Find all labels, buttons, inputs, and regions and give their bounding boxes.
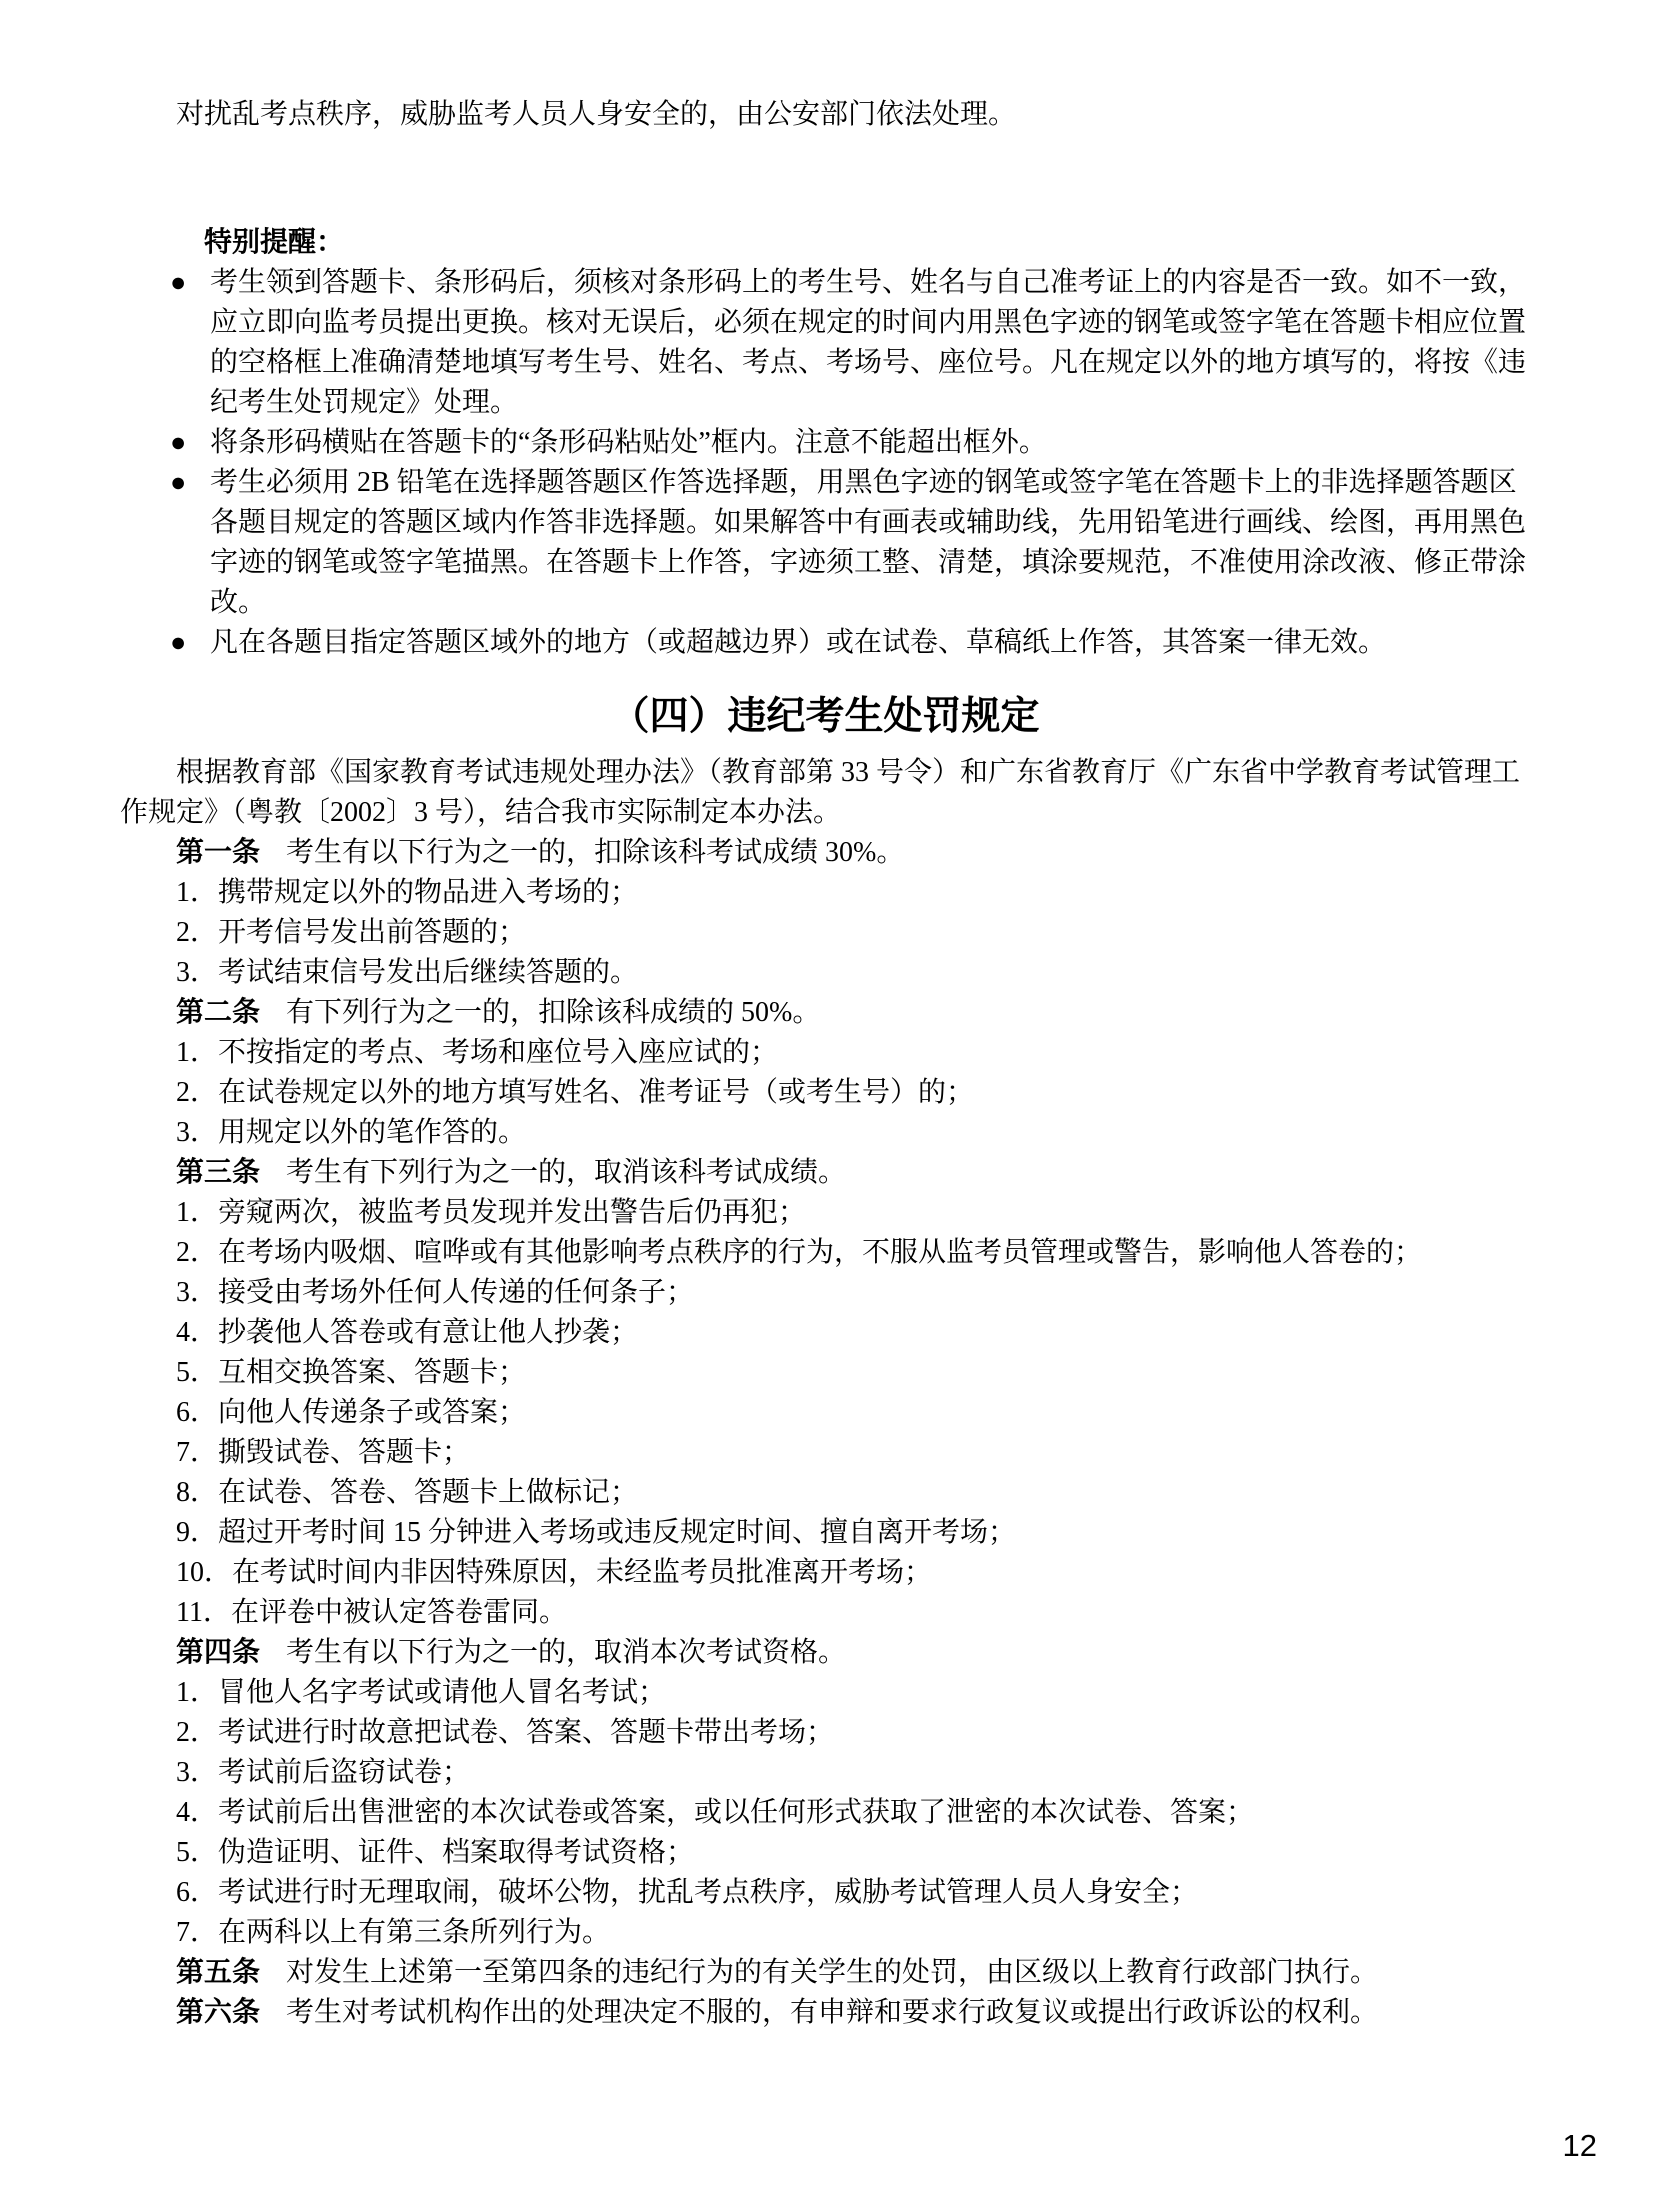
page-content	[120, 95, 1530, 2033]
article-text: 对发生上述第一至第四条的违纪行为的有关学生的处罚，由区级以上教育行政部门执行。	[286, 1957, 1379, 1988]
article-item: 3．接受由考场外任何人传递的任何条子；	[176, 1277, 695, 1308]
reminder-bullet-text: 凡在各题目指定答题区域外的地方（或超越边界）或在试卷、草稿纸上作答，其答案一律无效。	[210, 627, 1387, 658]
article-item: 6．向他人传递条子或答案；	[176, 1397, 527, 1428]
article-item: 3．考试前后盗窃试卷；	[176, 1757, 471, 1788]
article-text: 考生对考试机构作出的处理决定不服的，有申辩和要求行政复议或提出行政诉讼的权利。	[286, 1997, 1379, 2028]
article-item: 1．不按指定的考点、考场和座位号入座应试的；	[176, 1037, 779, 1068]
article-item: 6．考试进行时无理取闹，破坏公物，扰乱考点秩序，威胁考试管理人员人身安全；	[176, 1877, 1199, 1908]
article-item: 8．在试卷、答卷、答题卡上做标记；	[176, 1477, 639, 1508]
article-item: 2．在试卷规定以外的地方填写姓名、准考证号（或考生号）的；	[176, 1077, 975, 1108]
article-item: 11．在评卷中被认定答卷雷同。	[176, 1597, 567, 1628]
reminder-bullet-text: 考生必须用 2B 铅笔在选择题答题区作答选择题，用黑色字迹的钢笔或签字笔在答题卡上的非选择题答题区各题目规定的答题区域内作答非选择题。如果解答中有画表或辅助线，先用铅笔进行画线、绘图，再用黑色字迹的钢笔或签字笔描黑。在答题卡上作答，字迹须工整、清楚，填涂要规范，不准使用涂改液、修正带涂改。	[210, 467, 1527, 618]
article-item: 7．在两科以上有第三条所列行为。	[176, 1917, 611, 1948]
article-label: 第一条	[176, 837, 261, 868]
article-label: 第六条	[176, 1997, 261, 2028]
article-item: 2．开考信号发出前答题的；	[176, 917, 527, 948]
article-item: 1．携带规定以外的物品进入考场的；	[176, 877, 639, 908]
article-text: 考生有以下行为之一的，扣除该科考试成绩 30%。	[286, 837, 905, 868]
article-item: 4．抄袭他人答卷或有意让他人抄袭；	[176, 1317, 639, 1348]
article-item: 2．在考场内吸烟、喧哗或有其他影响考点秩序的行为，不服从监考员管理或警告，影响他人答卷的；	[176, 1237, 1423, 1268]
intro-line: 对扰乱考点秩序，威胁监考人员人身安全的，由公安部门依法处理。	[176, 99, 1017, 130]
article-item: 3．用规定以外的笔作答的。	[176, 1117, 527, 1148]
bullet-icon: ●	[170, 427, 187, 457]
article-item: 5．互相交换答案、答题卡；	[176, 1357, 527, 1388]
article-text: 考生有下列行为之一的，取消该科考试成绩。	[286, 1157, 847, 1188]
article-item: 1．旁窥两次，被监考员发现并发出警告后仍再犯；	[176, 1197, 807, 1228]
reminder-bullet	[120, 623, 1530, 663]
article	[120, 833, 1530, 873]
article-item: 4．考试前后出售泄密的本次试卷或答案，或以任何形式获取了泄密的本次试卷、答案；	[176, 1797, 1255, 1828]
article-text: 有下列行为之一的，扣除该科成绩的 50%。	[286, 997, 821, 1028]
article-item: 1．冒他人名字考试或请他人冒名考试；	[176, 1677, 667, 1708]
article	[120, 1153, 1530, 1193]
reminder-bullet	[120, 463, 1530, 623]
article	[120, 1993, 1530, 2033]
reminder-bullet-text: 考生领到答题卡、条形码后，须核对条形码上的考生号、姓名与自己准考证上的内容是否一致。如不一致，应立即向监考员提出更换。核对无误后，必须在规定的时间内用黑色字迹的钢笔或签字笔在答题卡相应位置的空格框上准确清楚地填写考生号、姓名、考点、考场号、座位号。凡在规定以外的地方填写的，将按《违纪考生处罚规定》处理。	[210, 267, 1527, 418]
article-item: 7．撕毁试卷、答题卡；	[176, 1437, 471, 1468]
bullet-icon: ●	[170, 267, 187, 297]
article-item: 9．超过开考时间 15 分钟进入考场或违反规定时间、擅自离开考场；	[176, 1517, 1017, 1548]
article-label: 第三条	[176, 1157, 261, 1188]
reminder-bullet	[120, 263, 1530, 423]
article	[120, 1633, 1530, 1673]
section-intro: 根据教育部《国家教育考试违规处理办法》（教育部第 33 号令）和广东省教育厅《广东省中学教育考试管理工作规定》（粤教〔2002〕3 号），结合我市实际制定本办法。	[120, 757, 1521, 828]
article	[120, 993, 1530, 1033]
article-label: 第四条	[176, 1637, 261, 1668]
article	[120, 1953, 1530, 1993]
article-text: 考生有以下行为之一的，取消本次考试资格。	[286, 1637, 847, 1668]
bullet-icon: ●	[170, 627, 187, 657]
article-item: 2．考试进行时故意把试卷、答案、答题卡带出考场；	[176, 1717, 835, 1748]
article-item: 5．伪造证明、证件、档案取得考试资格；	[176, 1837, 695, 1868]
bullet-icon: ●	[170, 467, 187, 497]
reminder-bullet-text: 将条形码横贴在答题卡的“条形码粘贴处”框内。注意不能超出框外。	[210, 427, 1047, 458]
section-heading: （四）违纪考生处罚规定	[610, 695, 1040, 738]
article-item: 3．考试结束信号发出后继续答题的。	[176, 957, 639, 988]
article-item: 10．在考试时间内非因特殊原因，未经监考员批准离开考场；	[176, 1557, 933, 1588]
reminder-title: 特别提醒：	[204, 227, 345, 258]
page-number: 12	[1562, 2128, 1597, 2163]
article-label: 第二条	[176, 997, 261, 1028]
article-label: 第五条	[176, 1957, 261, 1988]
reminder-bullet	[120, 423, 1530, 463]
